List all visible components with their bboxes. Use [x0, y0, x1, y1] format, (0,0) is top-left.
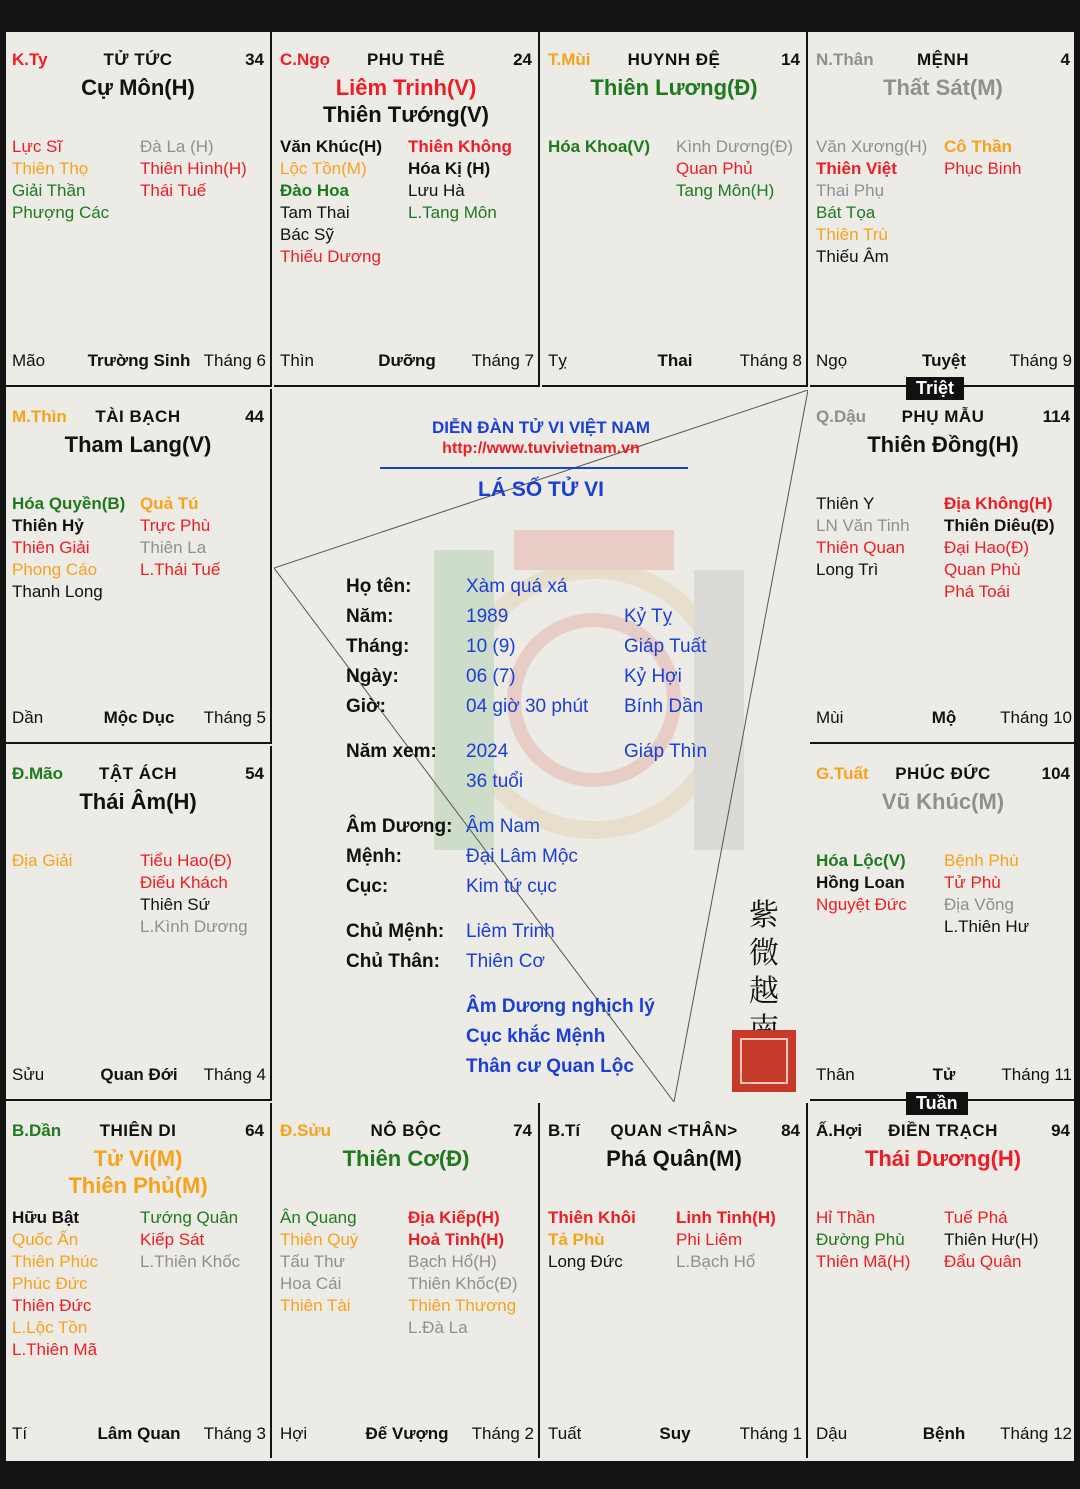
- info-value: Thiên Cơ: [466, 951, 545, 972]
- minor-star: Thiên Phúc: [12, 1252, 98, 1271]
- palace-branch: Tí: [12, 1424, 28, 1443]
- palace-suu: [274, 1103, 540, 1458]
- info-extra: Kỷ Hợi: [624, 666, 682, 687]
- minor-star: Hóa Khoa(V): [548, 137, 650, 156]
- minor-star: Thiên Giải: [12, 538, 90, 557]
- palace-phase: Lâm Quan: [97, 1424, 181, 1443]
- minor-star: Nguyệt Đức: [816, 895, 907, 914]
- info-value: Kim tứ cục: [466, 876, 557, 897]
- minor-star: Phúc Đức: [12, 1274, 88, 1293]
- minor-star: Quan Phủ: [676, 159, 753, 178]
- minor-star: Thiên Khôi: [548, 1208, 636, 1227]
- tuan-marker: Tuần: [906, 1092, 968, 1115]
- palace-header: [548, 46, 800, 70]
- palace-footer: [12, 708, 266, 730]
- palace-branch: Dần: [12, 708, 44, 727]
- minor-star: Long Đức: [548, 1252, 623, 1271]
- minor-star: Bác Sỹ: [280, 225, 334, 244]
- minor-star: Tử Phù: [944, 873, 1001, 892]
- stars-right: [140, 136, 247, 202]
- palace-phase: Mộc Dục: [103, 708, 175, 727]
- stars-left: [280, 136, 382, 268]
- palace-can-chi: C.Ngọ: [280, 50, 331, 69]
- main-star: Cự Môn(H): [81, 75, 195, 100]
- minor-star: Trực Phù: [140, 516, 211, 535]
- palace-footer: [816, 1424, 1072, 1446]
- hanzi-char: 越: [749, 974, 779, 1009]
- palace-phase: Đế Vượng: [365, 1424, 449, 1443]
- minor-star: L.Thiên Khốc: [140, 1252, 241, 1271]
- palace-branch: Mão: [12, 351, 46, 370]
- main-stars: [6, 1145, 270, 1199]
- palace-ti: [542, 1103, 808, 1458]
- minor-star: Địa Kiếp(H): [408, 1208, 500, 1227]
- stars-left: [12, 136, 109, 224]
- minor-star: Thiên Hỷ: [12, 516, 84, 535]
- info-label: Cục:: [346, 876, 389, 897]
- palace-name: PHÚC ĐỨC: [895, 764, 991, 783]
- palace-name: PHỤ MẪU: [901, 407, 985, 426]
- minor-star: Điếu Khách: [140, 873, 228, 892]
- main-star: Tham Lang(V): [64, 432, 212, 457]
- minor-star: Cô Thần: [944, 137, 1012, 156]
- stars-left: [816, 850, 907, 916]
- minor-star: Thiên Diêu(Đ): [944, 516, 1055, 535]
- stars-right: [676, 136, 793, 202]
- palace-phase: Trường Sinh: [87, 351, 191, 370]
- palace-phase: Bệnh: [922, 1424, 966, 1443]
- forum-url[interactable]: http://www.tuvivietnam.vn: [442, 440, 640, 457]
- main-stars: [274, 1145, 538, 1172]
- minor-star: Thiên Tài: [280, 1296, 351, 1315]
- minor-star: Quốc Ấn: [12, 1230, 79, 1249]
- minor-star: Thiếu Dương: [280, 247, 381, 266]
- minor-star: L.Thái Tuế: [140, 560, 221, 579]
- stars-right: [944, 1207, 1039, 1273]
- palace-age: 34: [245, 50, 264, 69]
- minor-star: Thiên Khốc(Đ): [408, 1274, 518, 1293]
- info-label: Năm xem:: [346, 741, 437, 762]
- palace-branch: Hợi: [280, 1424, 308, 1443]
- palace-phase: Dưỡng: [378, 351, 436, 370]
- minor-star: Hóa Lộc(V): [816, 851, 906, 870]
- minor-star: Văn Khúc(H): [280, 137, 382, 156]
- main-star: Liêm Trinh(V): [335, 75, 477, 100]
- palace-name: ĐIỀN TRẠCH: [888, 1121, 998, 1140]
- minor-star: Thiên Không: [408, 137, 512, 156]
- info-value: Đại Lâm Mộc: [466, 846, 578, 867]
- palace-can-chi: G.Tuất: [816, 764, 869, 783]
- stars-left: [548, 136, 650, 158]
- main-star: Thất Sát(M): [883, 75, 1003, 100]
- palace-can-chi: M.Thìn: [12, 407, 67, 426]
- info-label: Tháng:: [346, 636, 410, 657]
- palace-dan: [6, 1103, 272, 1458]
- palace-mao: [6, 746, 272, 1101]
- minor-star: Đại Hao(Đ): [944, 538, 1030, 557]
- minor-star: Đà La (H): [140, 137, 214, 156]
- minor-star: Bạch Hổ(H): [408, 1252, 497, 1271]
- info-extra: Bính Dần: [624, 696, 704, 717]
- stars-left: [816, 493, 910, 581]
- palace-footer: [280, 1424, 534, 1446]
- palace-footer: [816, 708, 1072, 730]
- minor-star: Long Trì: [816, 560, 879, 579]
- minor-star: Thiên Đức: [12, 1296, 92, 1315]
- palace-ty: [6, 32, 272, 387]
- stars-left: [280, 1207, 358, 1317]
- palace-name: TỬ TỨC: [103, 50, 173, 69]
- chart-center: [274, 390, 808, 1102]
- minor-star: Địa Giải: [12, 851, 73, 870]
- palace-can-chi: T.Mùi: [548, 50, 591, 69]
- main-stars: [6, 788, 270, 815]
- minor-star: Tấu Thư: [280, 1252, 345, 1271]
- stars-left: [816, 1207, 910, 1273]
- palace-dau: [810, 389, 1076, 744]
- stars-right: [944, 493, 1055, 603]
- info-extra: Giáp Thìn: [624, 741, 708, 762]
- stars-left: [816, 136, 927, 268]
- palace-header: [548, 1117, 800, 1141]
- palace-name: THIÊN DI: [99, 1121, 177, 1140]
- palace-can-chi: Ấ.Hợi: [816, 1121, 863, 1140]
- main-star: Tử Vi(M): [93, 1146, 183, 1171]
- minor-star: Đường Phù: [816, 1230, 905, 1249]
- palace-thin: [6, 389, 272, 744]
- palace-tuat: [810, 746, 1076, 1101]
- palace-name: NÔ BỘC: [370, 1121, 442, 1140]
- palace-footer: [816, 351, 1072, 373]
- palace-name: TÀI BẠCH: [95, 407, 181, 426]
- minor-star: Địa Không(H): [944, 494, 1053, 513]
- main-star: Thiên Tướng(V): [323, 102, 489, 127]
- minor-star: Ân Quang: [280, 1208, 357, 1227]
- stars-right: [140, 1207, 240, 1273]
- palace-phase: Tuyệt: [921, 351, 967, 370]
- main-star: Thiên Đồng(H): [867, 432, 1019, 457]
- minor-star: Quan Phù: [944, 560, 1021, 579]
- info-value: Liêm Trinh: [466, 921, 555, 942]
- main-star: Thiên Phủ(M): [68, 1173, 208, 1198]
- palace-can-chi: Đ.Sửu: [280, 1121, 332, 1140]
- palace-branch: Dậu: [816, 1424, 848, 1443]
- minor-star: L.Đà La: [408, 1318, 468, 1337]
- info-label: Năm:: [346, 606, 394, 627]
- info-label: Ngày:: [346, 666, 399, 687]
- main-star: Thái Dương(H): [864, 1146, 1022, 1171]
- minor-star: L.Kình Dương: [140, 917, 248, 936]
- info-label: Chủ Thân:: [346, 951, 440, 972]
- palace-footer: [12, 1424, 266, 1446]
- minor-star: Văn Xương(H): [816, 137, 928, 156]
- info-value: 04 giờ 30 phút: [466, 696, 589, 717]
- palace-month: Tháng 2: [471, 1424, 534, 1443]
- minor-star: Lộc Tồn(M): [280, 159, 367, 178]
- minor-star: L.Tang Môn: [408, 203, 497, 222]
- main-stars: [810, 431, 1076, 458]
- minor-star: Thanh Long: [12, 582, 103, 601]
- stars-right: [408, 136, 512, 224]
- main-stars: [542, 1145, 806, 1172]
- palace-hoi: [810, 1103, 1076, 1458]
- minor-star: Hỉ Thần: [816, 1208, 876, 1227]
- palace-header: [12, 403, 264, 427]
- main-stars: [810, 1145, 1076, 1172]
- minor-star: Thiên Thọ: [12, 159, 89, 178]
- palace-age: 84: [781, 1121, 800, 1140]
- palace-footer: [548, 351, 802, 373]
- palace-phase: Thai: [657, 351, 693, 370]
- info-extra: Kỷ Tỵ: [624, 606, 673, 627]
- minor-star: Kình Dương(Đ): [676, 137, 794, 156]
- minor-star: Phá Toái: [944, 582, 1010, 601]
- palace-footer: [12, 1065, 266, 1087]
- palace-age: 74: [513, 1121, 532, 1140]
- minor-star: Thiên Mã(H): [816, 1252, 911, 1271]
- stars-right: [408, 1207, 518, 1339]
- minor-star: Quả Tú: [140, 494, 199, 513]
- minor-star: Tiểu Hao(Đ): [140, 851, 232, 870]
- minor-star: Tướng Quân: [140, 1208, 239, 1227]
- minor-star: Kiếp Sát: [140, 1230, 205, 1249]
- info-value: 1989: [466, 606, 509, 627]
- note-line: Âm Dương nghịch lý: [466, 996, 655, 1017]
- minor-star: Thiên Việt: [816, 159, 897, 178]
- main-star: Phá Quân(M): [606, 1146, 742, 1171]
- palace-age: 54: [245, 764, 264, 783]
- minor-star: Thiên Quan: [816, 538, 905, 557]
- minor-star: Thiếu Âm: [816, 247, 889, 266]
- palace-can-chi: Q.Dậu: [816, 407, 867, 426]
- minor-star: Bát Tọa: [816, 203, 876, 222]
- palace-month: Tháng 8: [739, 351, 802, 370]
- note-line: Cục khắc Mệnh: [466, 1026, 606, 1047]
- triet-marker: Triệt: [906, 377, 964, 400]
- palace-branch: Tuất: [548, 1424, 582, 1443]
- minor-star: Thiên Quý: [280, 1230, 359, 1249]
- palace-age: 64: [245, 1121, 264, 1140]
- minor-star: Phượng Các: [12, 203, 110, 222]
- minor-star: Hóa Kị (H): [408, 159, 491, 178]
- main-stars: [274, 74, 538, 128]
- stars-right: [140, 850, 248, 938]
- minor-star: Hóa Quyền(B): [12, 494, 126, 513]
- palace-name: MỆNH: [916, 50, 970, 69]
- palace-header: [12, 760, 264, 784]
- minor-star: Tả Phù: [548, 1230, 605, 1249]
- palace-age: 4: [1060, 50, 1070, 69]
- palace-header: [12, 1117, 264, 1141]
- minor-star: Thái Tuế: [140, 181, 207, 200]
- palace-age: 114: [1042, 407, 1070, 426]
- palace-branch: Mùi: [816, 708, 844, 727]
- palace-can-chi: K.Ty: [12, 50, 48, 69]
- main-star: Thái Âm(H): [79, 789, 197, 814]
- red-seal-stamp: [732, 1030, 796, 1092]
- minor-star: Đẩu Quân: [944, 1252, 1022, 1271]
- info-label: Mệnh:: [346, 846, 402, 867]
- palace-mui: [542, 32, 808, 387]
- palace-phase: Mộ: [931, 708, 957, 727]
- palace-can-chi: B.Tí: [548, 1121, 581, 1140]
- minor-star: Hồng Loan: [816, 873, 905, 892]
- stars-left: [12, 850, 72, 872]
- minor-star: L.Thiên Mã: [12, 1340, 98, 1359]
- minor-star: Tam Thai: [280, 203, 350, 222]
- minor-star: Bệnh Phù: [944, 851, 1019, 870]
- stars-right: [944, 850, 1029, 938]
- hanzi-char: 微: [749, 936, 779, 971]
- palace-age: 44: [245, 407, 264, 426]
- minor-star: Thiên La: [140, 538, 207, 557]
- minor-star: Địa Võng: [944, 895, 1014, 914]
- info-label: Âm Dương:: [346, 816, 453, 837]
- main-stars: [542, 74, 806, 101]
- minor-star: Đào Hoa: [280, 181, 349, 200]
- info-value: 2024: [466, 741, 509, 762]
- minor-star: Phong Cáo: [12, 560, 98, 579]
- minor-star: Phục Binh: [944, 159, 1022, 178]
- palace-header: [816, 1117, 1070, 1141]
- palace-header: [816, 403, 1070, 427]
- stars-right: [944, 136, 1022, 180]
- palace-footer: [280, 351, 534, 373]
- minor-star: LN Văn Tinh: [816, 516, 910, 535]
- minor-star: Thiên Sứ: [140, 895, 210, 914]
- palace-footer: [548, 1424, 802, 1446]
- forum-title: DIỄN ĐÀN TỬ VI VIỆT NAM: [431, 418, 651, 437]
- stars-right: [140, 493, 220, 581]
- palace-header: [816, 46, 1070, 70]
- main-star: Vũ Khúc(M): [881, 789, 1005, 814]
- main-stars: [6, 431, 270, 458]
- palace-phase: Tử: [932, 1065, 956, 1084]
- palace-month: Tháng 6: [203, 351, 266, 370]
- palace-can-chi: B.Dần: [12, 1121, 62, 1140]
- main-star: Thiên Lương(Đ): [590, 75, 758, 100]
- minor-star: Phi Liêm: [676, 1230, 743, 1249]
- stars-right: [676, 1207, 776, 1273]
- palace-month: Tháng 10: [1000, 708, 1072, 727]
- palace-branch: Thân: [816, 1065, 855, 1084]
- info-label: Giờ:: [346, 696, 386, 717]
- palace-ngo: [274, 32, 540, 387]
- minor-star: Thiên Thương: [408, 1296, 517, 1315]
- minor-star: Lực Sĩ: [12, 137, 63, 156]
- minor-star: Thai Phụ: [816, 181, 885, 200]
- palace-name: QUAN <THÂN>: [610, 1121, 738, 1140]
- palace-age: 24: [513, 50, 532, 69]
- palace-name: TẬT ÁCH: [98, 764, 178, 783]
- palace-than: [810, 32, 1076, 387]
- stars-left: [12, 1207, 98, 1361]
- palace-month: Tháng 12: [1000, 1424, 1072, 1443]
- palace-footer: [816, 1065, 1072, 1087]
- palace-can-chi: N.Thân: [816, 50, 874, 69]
- palace-header: [12, 46, 264, 70]
- palace-age: 104: [1041, 764, 1070, 783]
- minor-star: Hoả Tinh(H): [408, 1230, 505, 1249]
- minor-star: Linh Tinh(H): [676, 1208, 776, 1227]
- info-value: 36 tuổi: [466, 771, 524, 792]
- palace-age: 14: [781, 50, 800, 69]
- minor-star: Tuế Phá: [944, 1208, 1008, 1227]
- minor-star: L.Bạch Hổ: [676, 1252, 756, 1271]
- palace-month: Tháng 9: [1009, 351, 1072, 370]
- palace-name: PHU THÊ: [366, 50, 446, 69]
- info-value: 06 (7): [466, 666, 516, 687]
- palace-footer: [12, 351, 266, 373]
- palace-name: HUYNH ĐỆ: [627, 50, 721, 69]
- chart-title: LÁ SỐ TỬ VI: [478, 478, 604, 501]
- minor-star: Thiên Trù: [816, 225, 888, 244]
- palace-branch: Tỵ: [548, 351, 567, 370]
- hanzi-char: 紫: [749, 898, 779, 933]
- palace-branch: Thìn: [280, 351, 315, 370]
- palace-branch: Sửu: [12, 1065, 45, 1084]
- main-stars: [6, 74, 270, 101]
- palace-month: Tháng 5: [203, 708, 266, 727]
- info-value: Xàm quá xá: [466, 576, 568, 597]
- title-underline: [380, 467, 688, 469]
- minor-star: Lưu Hà: [408, 181, 465, 200]
- palace-month: Tháng 4: [203, 1065, 266, 1084]
- palace-header: [280, 46, 532, 70]
- minor-star: L.Lộc Tồn: [12, 1318, 88, 1337]
- info-label: Chủ Mệnh:: [346, 921, 445, 942]
- minor-star: Thiên Hình(H): [140, 159, 247, 178]
- palace-month: Tháng 1: [739, 1424, 802, 1443]
- palace-age: 94: [1051, 1121, 1070, 1140]
- minor-star: L.Thiên Hư: [944, 917, 1030, 936]
- palace-header: [280, 1117, 532, 1141]
- palace-header: [816, 760, 1070, 784]
- tu-vi-chart: [4, 30, 1076, 1463]
- main-stars: [810, 74, 1076, 101]
- minor-star: Hoa Cái: [280, 1274, 342, 1293]
- palace-phase: Quan Đới: [100, 1065, 178, 1084]
- minor-star: Thiên Hư(H): [944, 1230, 1039, 1249]
- minor-star: Hữu Bật: [12, 1208, 80, 1227]
- minor-star: Giải Thần: [12, 181, 86, 200]
- main-star: Thiên Cơ(Đ): [342, 1146, 470, 1171]
- palace-month: Tháng 11: [1001, 1065, 1072, 1084]
- note-line: Thân cư Quan Lộc: [466, 1056, 634, 1077]
- palace-month: Tháng 3: [203, 1424, 266, 1443]
- palace-branch: Ngọ: [816, 351, 848, 370]
- palace-phase: Suy: [659, 1424, 691, 1443]
- info-label: Họ tên:: [346, 576, 412, 597]
- minor-star: Thiên Y: [816, 494, 875, 513]
- info-extra: Giáp Tuất: [624, 636, 707, 657]
- info-value: 10 (9): [466, 636, 516, 657]
- palace-can-chi: Đ.Mão: [12, 764, 63, 783]
- stars-left: [548, 1207, 636, 1273]
- palace-month: Tháng 7: [471, 351, 534, 370]
- info-value: Âm Nam: [466, 816, 540, 837]
- minor-star: Tang Môn(H): [676, 181, 775, 200]
- stars-left: [12, 493, 125, 603]
- main-stars: [810, 788, 1076, 815]
